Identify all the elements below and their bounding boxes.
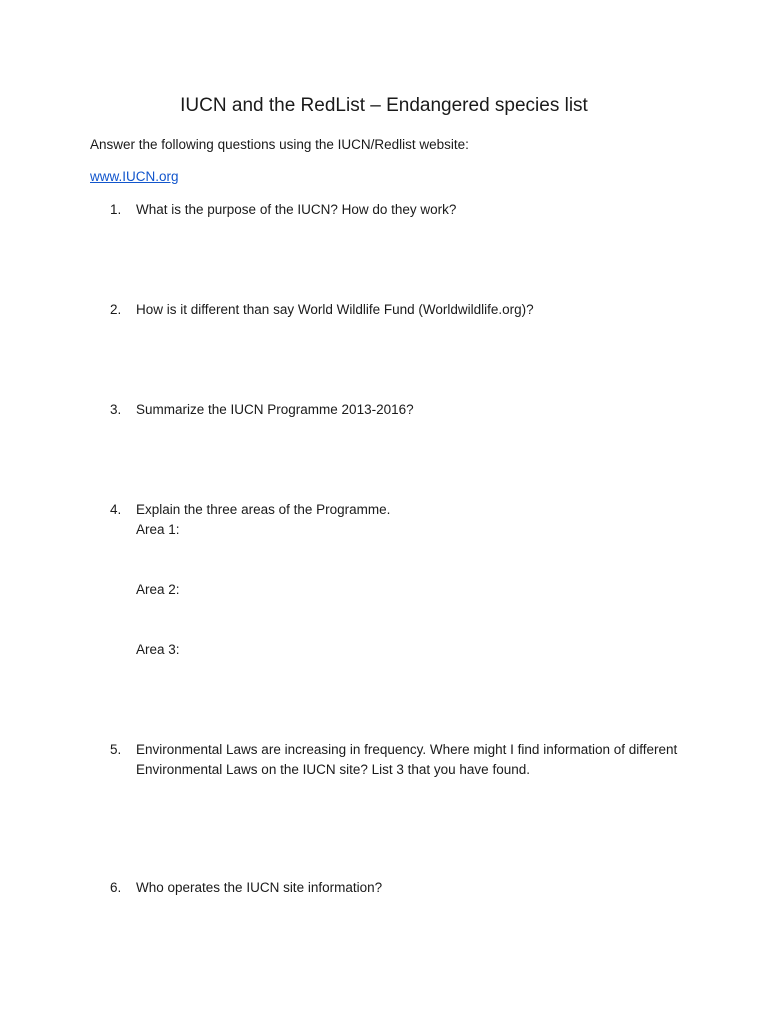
question-number: 5. [110,742,122,757]
question-text: What is the purpose of the IUCN? How do they work? [136,202,457,217]
question-text: Summarize the IUCN Programme 2013-2016? [136,402,414,417]
question-text: Environmental Laws are increasing in frequency. Where might I find information of different Environmental Laws on the IUCN site? List 3 that you have found. [136,742,678,777]
area-2-label: Area 2: [136,582,180,597]
question-text: Who operates the IUCN site information? [136,880,383,895]
question-text: Explain the three areas of the Programme. [136,502,391,517]
document-title: IUCN and the RedList – Endangered species list [180,95,588,116]
instructions-text: Answer the following questions using the IUCN/Redlist website: [90,137,469,152]
question-number: 1. [110,202,122,217]
area-1-label: Area 1: [136,522,180,537]
question-number: 4. [110,502,122,517]
area-3-label: Area 3: [136,642,180,657]
question-text: How is it different than say World Wildlife Fund (Worldwildlife.org)? [136,302,534,317]
question-number: 6. [110,880,122,895]
question-number: 3. [110,402,122,417]
iucn-link[interactable]: www.IUCN.org [90,169,179,184]
question-number: 2. [110,302,122,317]
